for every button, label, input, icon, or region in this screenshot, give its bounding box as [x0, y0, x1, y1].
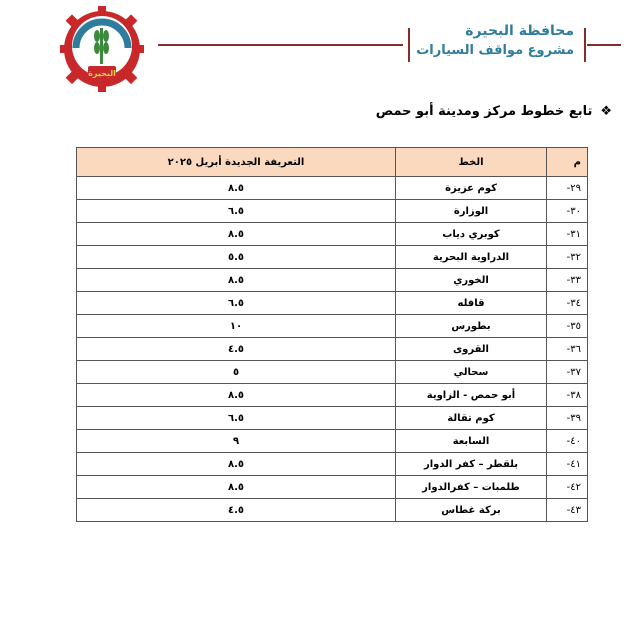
table-row: [77, 384, 588, 407]
row-num: ٣٣-: [547, 269, 588, 292]
row-num: ٣٩-: [547, 407, 588, 430]
row-fare: ٨.٥: [77, 223, 396, 246]
row-num: ٣٦-: [547, 338, 588, 361]
row-line: بركة غطاس: [396, 499, 547, 522]
row-fare: ٦.٥: [77, 292, 396, 315]
header-line: الخط: [396, 148, 547, 177]
governorate-logo: [54, 4, 150, 94]
table-row: [77, 269, 588, 292]
row-line: كوم عزيزة: [396, 177, 547, 200]
row-line: السابعة: [396, 430, 547, 453]
row-num: ٣١-: [547, 223, 588, 246]
row-line: القروى: [396, 338, 547, 361]
table-row: [77, 453, 588, 476]
row-num: ٤٢-: [547, 476, 588, 499]
row-num: ٢٩-: [547, 177, 588, 200]
table-row: [77, 177, 588, 200]
header-divider-left: [408, 28, 410, 62]
section-title: تابع خطوط مركز ومدينة أبو حمص: [375, 104, 593, 119]
row-fare: ٨.٥: [77, 177, 396, 200]
row-num: ٤٠-: [547, 430, 588, 453]
diamond-bullet-icon: ❖: [600, 104, 612, 119]
logo-caption: البحيرة: [88, 69, 116, 78]
fares-table: [76, 147, 588, 522]
table-row: [77, 430, 588, 453]
row-fare: ١٠: [77, 315, 396, 338]
table-header-row: [77, 148, 588, 177]
table-row: [77, 338, 588, 361]
table-row: [77, 292, 588, 315]
row-fare: ٤.٥: [77, 338, 396, 361]
organization-title: [416, 22, 574, 60]
table-row: [77, 223, 588, 246]
row-line: بطورس: [396, 315, 547, 338]
row-line: طلمبات – كفرالدوار: [396, 476, 547, 499]
row-num: ٤١-: [547, 453, 588, 476]
row-line: قافله: [396, 292, 547, 315]
row-line: أبو حمص - الزاوية: [396, 384, 547, 407]
table-row: [77, 200, 588, 223]
row-num: ٣٥-: [547, 315, 588, 338]
table-row: [77, 315, 588, 338]
row-line: الوزارة: [396, 200, 547, 223]
governorate-name: محافظة البحيرة: [465, 23, 574, 39]
row-line: الدراوية البحرية: [396, 246, 547, 269]
header-rule-left: [158, 44, 403, 46]
row-num: ٣٨-: [547, 384, 588, 407]
row-line: بلقطر – كفر الدوار: [396, 453, 547, 476]
row-fare: ٦.٥: [77, 200, 396, 223]
row-fare: ٥: [77, 361, 396, 384]
row-line: كوبري دياب: [396, 223, 547, 246]
row-line: سحالي: [396, 361, 547, 384]
row-num: ٣٠-: [547, 200, 588, 223]
row-line: كوم تقالة: [396, 407, 547, 430]
row-fare: ٨.٥: [77, 453, 396, 476]
row-num: ٤٣-: [547, 499, 588, 522]
header-divider-right: [584, 28, 586, 62]
table-row: [77, 361, 588, 384]
table-row: [77, 407, 588, 430]
table-row: [77, 476, 588, 499]
header-rule-right: [587, 44, 621, 46]
row-fare: ٨.٥: [77, 269, 396, 292]
header-num: م: [547, 148, 588, 177]
project-name: مشروع مواقف السيارات: [416, 43, 574, 58]
row-num: ٣٢-: [547, 246, 588, 269]
row-fare: ٤.٥: [77, 499, 396, 522]
row-line: الخوري: [396, 269, 547, 292]
row-fare: ٦.٥: [77, 407, 396, 430]
table-row: [77, 246, 588, 269]
row-fare: ٨.٥: [77, 476, 396, 499]
row-num: ٣٤-: [547, 292, 588, 315]
header-fare: التعريفة الجديدة أبريل ٢٠٢٥: [77, 148, 396, 177]
row-fare: ٥.٥: [77, 246, 396, 269]
section-heading: [376, 104, 612, 119]
row-num: ٣٧-: [547, 361, 588, 384]
row-fare: ٨.٥: [77, 384, 396, 407]
table-row: [77, 499, 588, 522]
row-fare: ٩: [77, 430, 396, 453]
